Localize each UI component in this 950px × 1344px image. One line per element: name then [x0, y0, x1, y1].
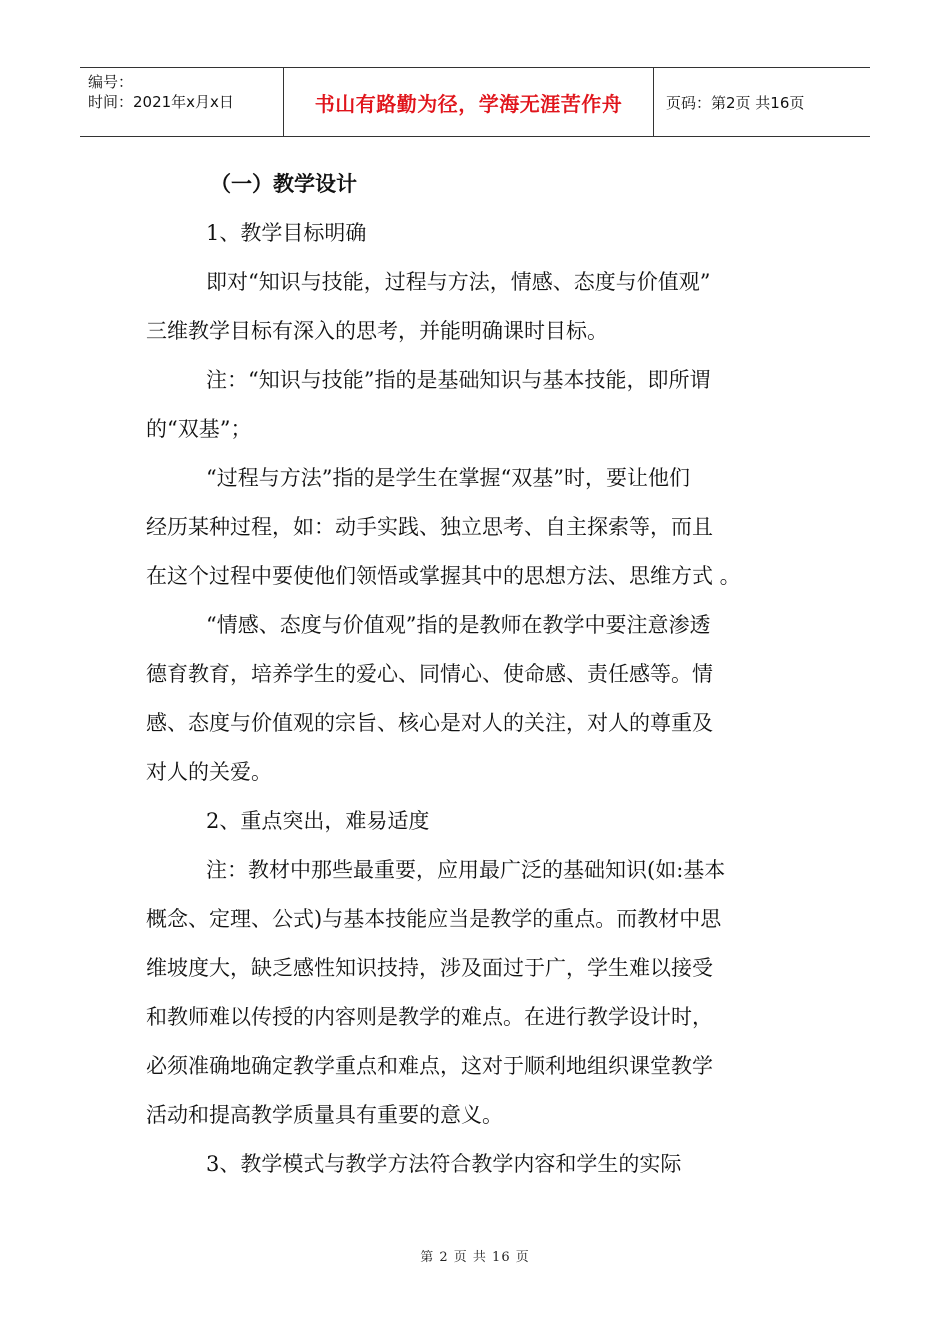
- page-header: [80, 67, 870, 137]
- paragraph-line: 和教师难以传授的内容则是教学的难点。在进行教学设计时，: [146, 1005, 713, 1029]
- paragraph-line: 三维教学目标有深入的思考，并能明确课时目标。: [146, 319, 608, 343]
- header-meta: [80, 68, 284, 136]
- paragraph-line: 概念、定理、公式)与基本技能应当是教学的重点。而教材中思: [146, 907, 722, 931]
- paragraph-line: 经历某种过程，如：动手实践、独立思考、自主探索等，而且: [146, 515, 713, 539]
- paragraph-line: 维坡度大，缺乏感性知识技持，涉及面过于广，学生难以接受: [146, 956, 713, 980]
- paragraph-line: 必须准确地确定教学重点和难点，这对于顺利地组织课堂教学: [146, 1054, 713, 1078]
- subheading-1: 1、教学目标明确: [206, 221, 367, 245]
- section-heading: （一）教学设计: [210, 172, 357, 196]
- paragraph-line: 对人的关爱。: [146, 760, 272, 784]
- header-page-info: 页码：第2页 共16页: [666, 93, 805, 112]
- document-number-label: 编号：: [88, 73, 134, 91]
- subheading-3: 3、教学模式与教学方法符合教学内容和学生的实际: [206, 1152, 682, 1176]
- paragraph-line: 的“双基”；: [146, 417, 252, 441]
- paragraph-line: 在这个过程中要使他们领悟或掌握其中的思想方法、思维方式 。: [146, 564, 741, 588]
- subheading-2: 2、重点突出，难易适度: [206, 809, 430, 833]
- paragraph-line: 德育教育，培养学生的爱心、同情心、使命感、责任感等。情: [146, 662, 713, 686]
- document-date: 时间：2021年x月x日: [88, 93, 234, 111]
- paragraph-line: 即对“知识与技能，过程与方法，情感、态度与价值观”: [206, 270, 711, 294]
- paragraph-line: 活动和提高教学质量具有重要的意义。: [146, 1103, 503, 1127]
- paragraph-line: 注：教材中那些最重要，应用最广泛的基础知识(如:基本: [206, 858, 726, 882]
- paragraph-line: 注：“知识与技能”指的是基础知识与基本技能，即所谓: [206, 368, 711, 392]
- document-body: [146, 160, 806, 1189]
- paragraph-line: “情感、态度与价值观”指的是教师在教学中要注意渗透: [206, 613, 711, 637]
- paragraph-line: 感、态度与价值观的宗旨、核心是对人的关注，对人的尊重及: [146, 711, 713, 735]
- paragraph-line: “过程与方法”指的是学生在掌握“双基”时，要让他们: [206, 466, 690, 490]
- header-motto: 书山有路勤为径，学海无涯苦作舟: [284, 68, 654, 136]
- page-footer: 第 2 页 共 16 页: [420, 1250, 530, 1265]
